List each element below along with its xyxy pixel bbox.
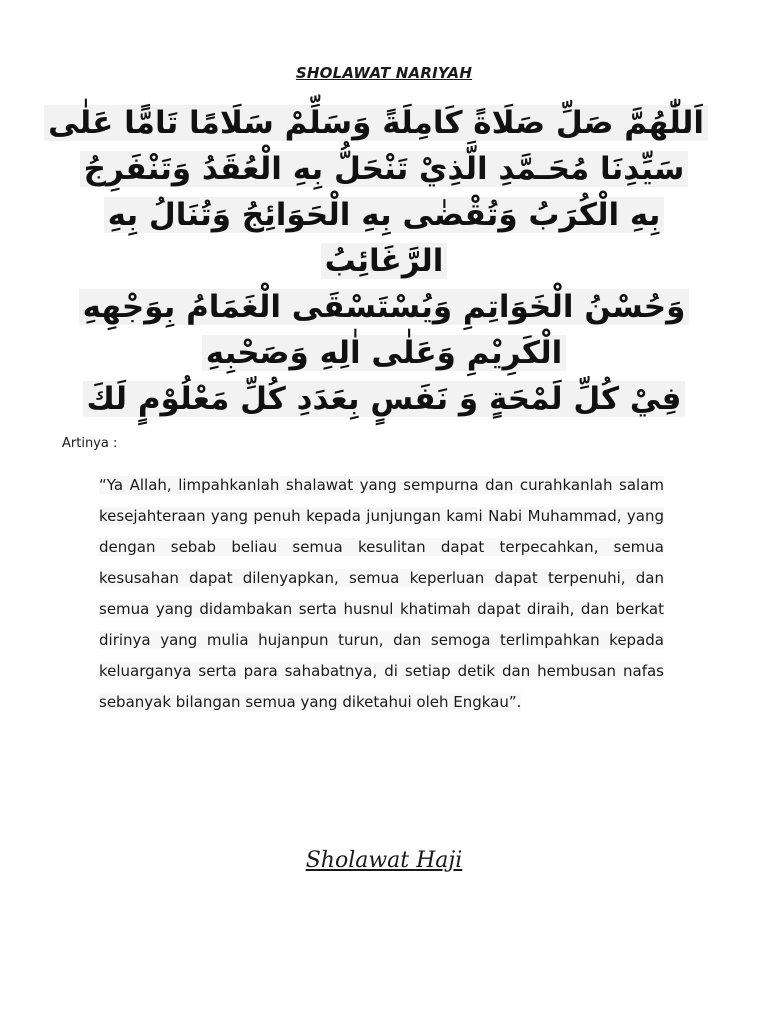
arabic-line: الرَّغَائِبُ	[60, 238, 708, 284]
translation-label: Artinya :	[62, 436, 118, 451]
arabic-line: فِيْ كُلِّ لَمْحَةٍ وَ نَفَسٍ بِعَدَدِ كُلِّ مَعْلُوْمٍ لَكَ	[60, 376, 708, 422]
page-title: SHOLAWAT NARIYAH	[295, 64, 473, 82]
arabic-line: سَيِّدِنَا مُحَـمَّدِ الَّذِيْ تَنْحَلُّ بِهِ الْعُقَدُ وَتَنْفَرِجُ	[60, 146, 708, 192]
arabic-line: وَحُسْنُ الْخَوَاتِمِ وَيُسْتَسْقَى الْغَمَامُ بِوَجْهِهِ	[60, 284, 708, 330]
arabic-line: اَللّٰهُمَّ صَلِّ صَلَاةً كَامِلَةً وَسَلِّمْ سَلَامًا تَامًّا عَلٰى	[60, 100, 708, 146]
arabic-line: بِهِ الْكُرَبُ وَتُقْضٰى بِهِ الْحَوَائِجُ وَتُنَالُ بِهِ	[60, 192, 708, 238]
translation-paragraph	[99, 470, 664, 718]
arabic-line: الْكَرِيْمِ وَعَلٰى اٰلِهِ وَصَحْبِهِ	[60, 330, 708, 376]
section-heading: Sholawat Haji	[305, 848, 463, 873]
arabic-prayer-text	[48, 100, 708, 422]
translation-text: “Ya Allah, limpahkanlah shalawat yang sempurna dan curahkanlah salam kesejahteraan yang penuh kepada junjungan kami Nabi Muhammad, yang dengan sebab beliau semua kesulitan dapat terpecahkan, semua kesusahan dapat dilenyapkan, semua keperluan dapat terpenuhi, dan semua yang didambakan serta husnul khatimah dapat diraih, dan berkat dirinya yang mulia hujanpun turun, dan semoga terlimpahkan kepada keluarganya serta para sahabatnya, di setiap detik dan hembusan nafas sebanyak bilangan semua yang diketahui oleh Engkau”.	[99, 476, 664, 711]
